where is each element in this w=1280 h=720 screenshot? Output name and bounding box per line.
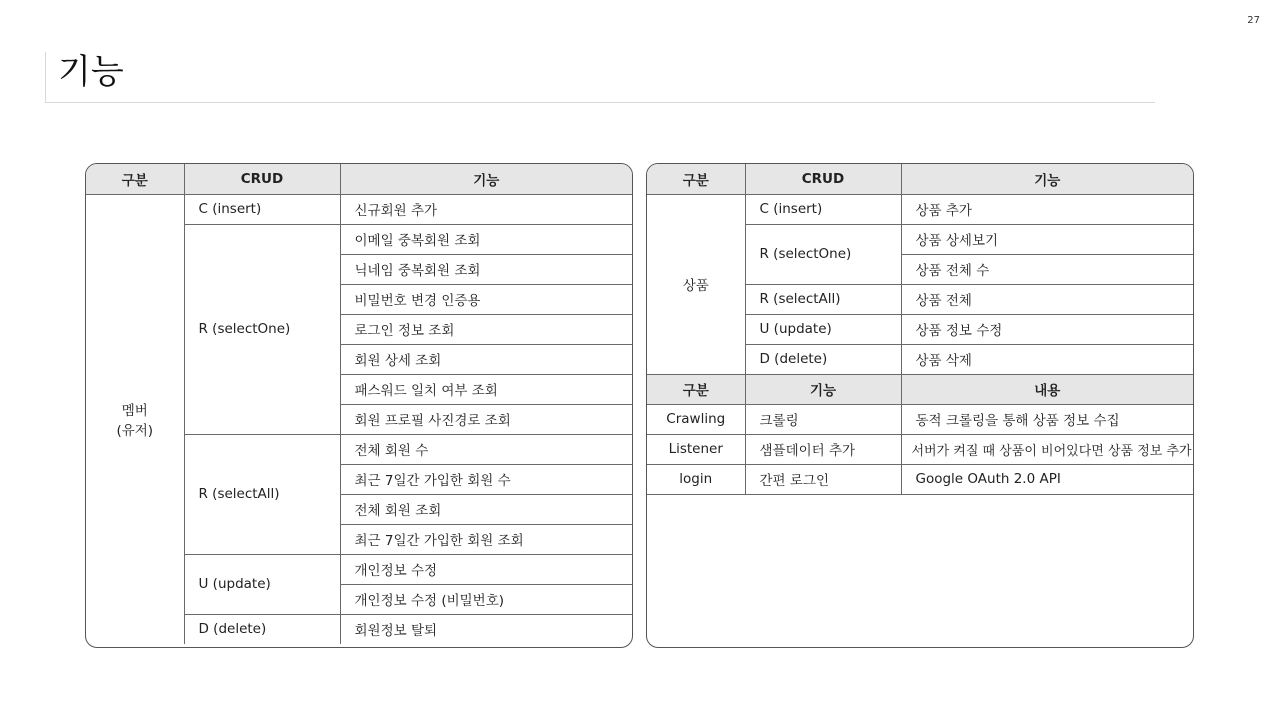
- table-row: [647, 434, 1193, 464]
- category-cell: 멤버 (유저): [86, 194, 184, 644]
- function-cell: 상품 추가: [901, 194, 1193, 224]
- category-cell: 상품: [647, 194, 745, 374]
- crud-cell: U (update): [745, 314, 901, 344]
- header-function: 기능: [340, 164, 632, 194]
- function-cell: 이메일 중복회원 조회: [340, 224, 632, 254]
- member-function-table: [85, 163, 633, 648]
- header-crud: CRUD: [184, 164, 340, 194]
- product-function-table: [646, 163, 1194, 648]
- crud-cell: R (selectOne): [184, 224, 340, 434]
- header-crud: CRUD: [745, 164, 901, 194]
- crud-cell: R (selectAll): [184, 434, 340, 554]
- function-cell: 상품 삭제: [901, 344, 1193, 374]
- table-row: [647, 404, 1193, 434]
- type-cell: Crawling: [647, 404, 745, 434]
- function-cell: 로그인 정보 조회: [340, 314, 632, 344]
- crud-cell: R (selectOne): [745, 224, 901, 284]
- function-cell: 회원 상세 조회: [340, 344, 632, 374]
- function-cell: 패스워드 일치 여부 조회: [340, 374, 632, 404]
- table-row: [86, 194, 632, 224]
- extra-header-row: [647, 374, 1193, 404]
- function-cell: 상품 상세보기: [901, 224, 1193, 254]
- title-area: [45, 52, 1155, 103]
- header-type: 구분: [647, 374, 745, 404]
- function-cell: 닉네임 중복회원 조회: [340, 254, 632, 284]
- function-cell: 신규회원 추가: [340, 194, 632, 224]
- function-cell: 상품 정보 수정: [901, 314, 1193, 344]
- header-category: 구분: [647, 164, 745, 194]
- feature-cell: 간편 로그인: [745, 464, 901, 494]
- content-cell: 서버가 켜질 때 상품이 비어있다면 상품 정보 추가: [901, 434, 1193, 464]
- content-cell: 동적 크롤링을 통해 상품 정보 수집: [901, 404, 1193, 434]
- function-cell: 개인정보 수정: [340, 554, 632, 584]
- feature-cell: 크롤링: [745, 404, 901, 434]
- crud-cell: C (insert): [745, 194, 901, 224]
- type-cell: Listener: [647, 434, 745, 464]
- function-cell: 회원정보 탈퇴: [340, 614, 632, 644]
- content-cell: Google OAuth 2.0 API: [901, 464, 1193, 494]
- type-cell: login: [647, 464, 745, 494]
- header-category: 구분: [86, 164, 184, 194]
- crud-cell: R (selectAll): [745, 284, 901, 314]
- function-cell: 상품 전체: [901, 284, 1193, 314]
- page-title: 기능: [58, 52, 124, 92]
- page-number: 27: [1247, 15, 1260, 26]
- header-content: 내용: [901, 374, 1193, 404]
- function-cell: 상품 전체 수: [901, 254, 1193, 284]
- feature-cell: 샘플데이터 추가: [745, 434, 901, 464]
- crud-cell: D (delete): [745, 344, 901, 374]
- function-cell: 회원 프로필 사진경로 조회: [340, 404, 632, 434]
- function-cell: 최근 7일간 가입한 회원 수: [340, 464, 632, 494]
- table-row: [647, 194, 1193, 224]
- crud-cell: D (delete): [184, 614, 340, 644]
- crud-cell: U (update): [184, 554, 340, 614]
- table-row: [647, 464, 1193, 494]
- header-feature: 기능: [745, 374, 901, 404]
- function-cell: 전체 회원 조회: [340, 494, 632, 524]
- crud-cell: C (insert): [184, 194, 340, 224]
- function-cell: 개인정보 수정 (비밀번호): [340, 584, 632, 614]
- header-function: 기능: [901, 164, 1193, 194]
- function-cell: 비밀번호 변경 인증용: [340, 284, 632, 314]
- function-cell: 전체 회원 수: [340, 434, 632, 464]
- function-cell: 최근 7일간 가입한 회원 조회: [340, 524, 632, 554]
